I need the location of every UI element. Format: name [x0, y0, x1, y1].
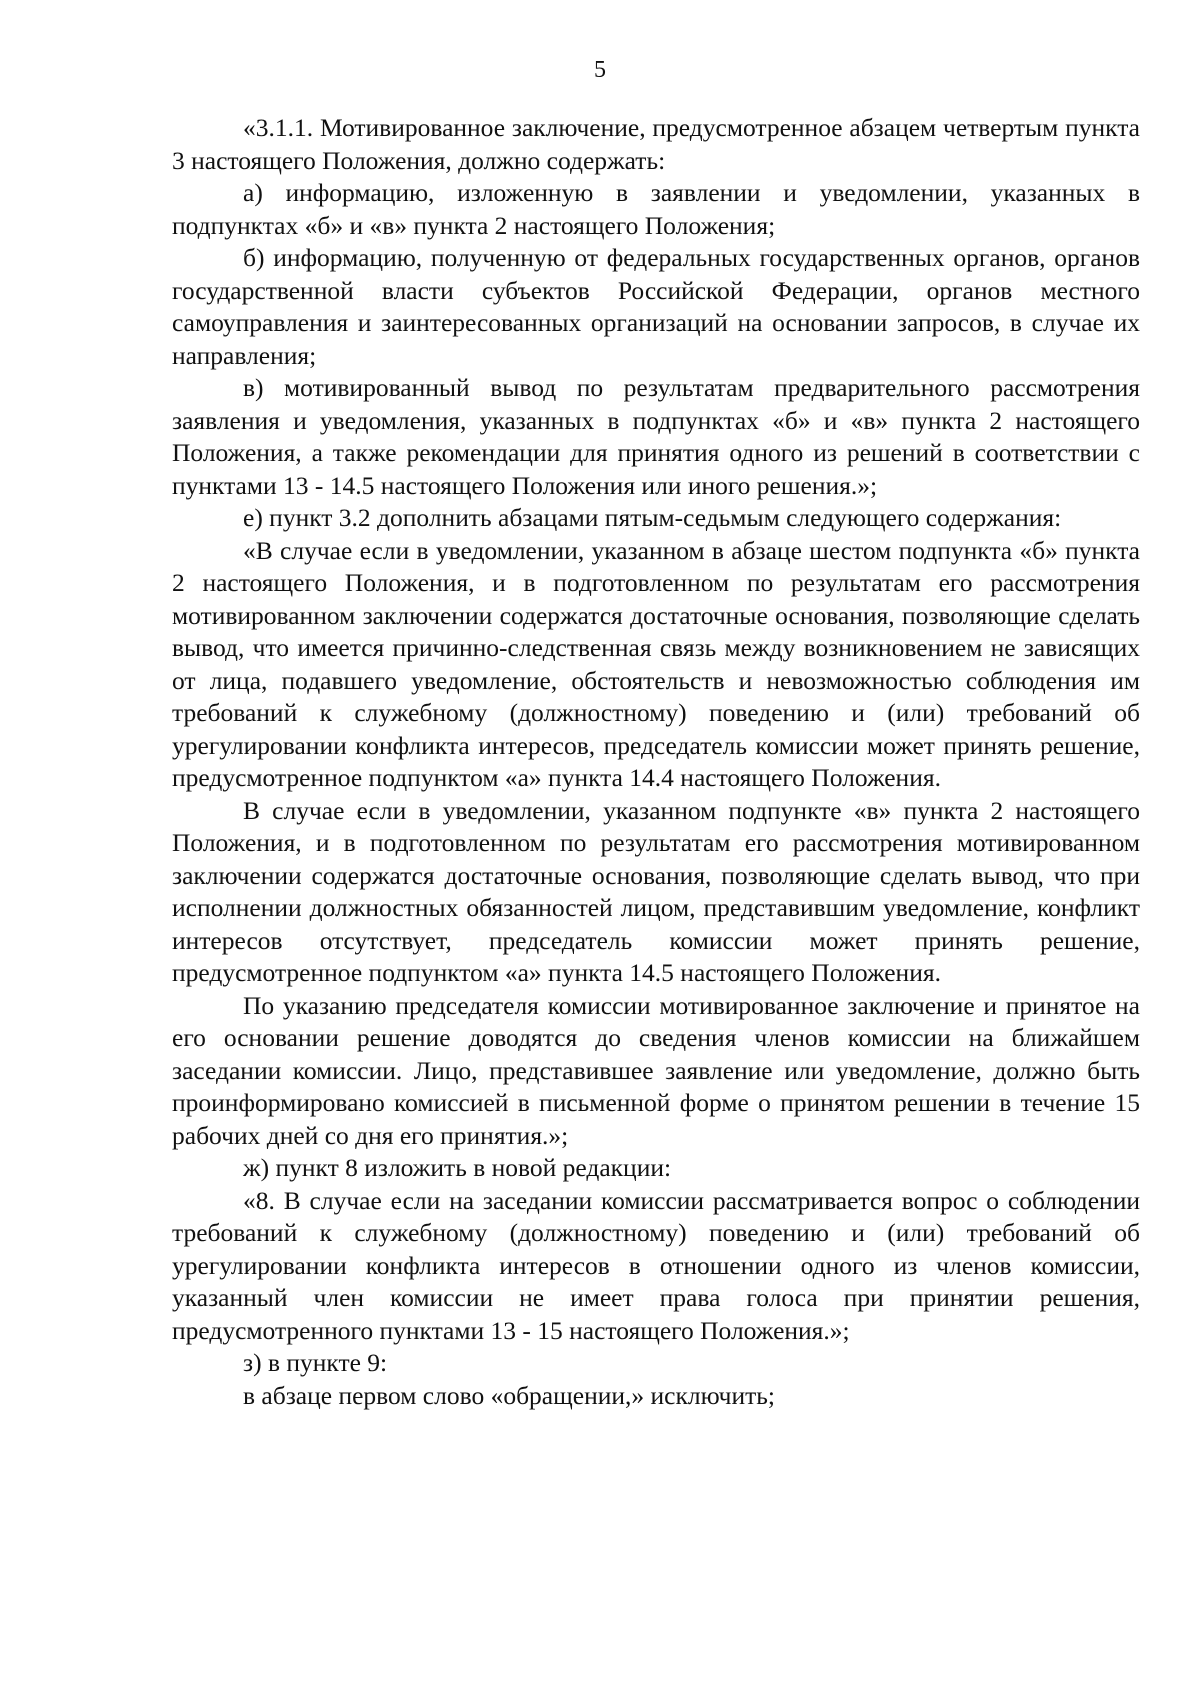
paragraph-chairman-instruction: По указанию председателя комиссии мотивированное заключение и принятое на его основании решение доводятся до сведения членов комиссии на ближайшем заседании комиссии. Лицо, представившее заявление или уведомление, должно быть проинформировано комиссией в письменной форме о принятом решении в течение 15 рабочих дней со дня его принятия.»; — [172, 990, 1140, 1150]
paragraph-quote-notice-b: «В случае если в уведомлении, указанном в абзаце шестом подпункта «б» пункта 2 настоящего Положения, и в подготовленном по результатам его рассмотрения мотивированном заключении содержатся достаточные основания, позволяющие сделать вывод, что имеется причинно-следственная связь между возникновением не зависящих от лица, подавшего уведомление, обстоятельств и невозможностью соблюдения им требований к служебному (должностному) поведению и (или) требований об урегулировании конфликта интересов, председатель комиссии может принять решение, предусмотренное подпунктом «а» пункта 14.4 настоящего Положения. — [172, 535, 1140, 792]
paragraph-item-e: е) пункт 3.2 дополнить абзацами пятым-седьмым следующего содержания: — [243, 503, 1062, 532]
document-body — [172, 112, 1140, 1412]
paragraph-item-zh: ж) пункт 8 изложить в новой редакции: — [243, 1153, 672, 1182]
paragraph-3-1-1: «3.1.1. Мотивированное заключение, предусмотренное абзацем четвертым пункта 3 настоящего Положения, должно содержать: — [172, 113, 1140, 175]
paragraph-quote-notice-v: В случае если в уведомлении, указанном подпункте «в» пункта 2 настоящего Положения, и в подготовленном по результатам его рассмотрения мотивированном заключении содержатся достаточные основания, позволяющие сделать вывод, что при исполнении должностных обязанностей лицом, представившим уведомление, конфликт интересов отсутствует, председатель комиссии может принять решение, предусмотренное подпунктом «а» пункта 14.5 настоящего Положения. — [172, 795, 1140, 987]
paragraph-item-a: а) информацию, изложенную в заявлении и уведомлении, указанных в подпунктах «б» и «в» пункта 2 настоящего Положения; — [172, 178, 1140, 240]
paragraph-item-b: б) информацию, полученную от федеральных государственных органов, органов государственной власти субъектов Российской Федерации, органов местного самоуправления и заинтересованных организаций на основании запросов, в случае их направления; — [172, 243, 1140, 370]
paragraph-point-9-first-abzac: в абзаце первом слово «обращении,» исключить; — [243, 1380, 776, 1410]
paragraph-point-8: «8. В случае если на заседании комиссии рассматривается вопрос о соблюдении требований к служебному (должностному) поведению и (или) требований об урегулировании конфликта интересов в отношении одного из членов комиссии, указанный член комиссии не имеет права голоса при принятии решения, предусмотренного пунктами 13 - 15 настоящего Положения.»; — [172, 1185, 1140, 1345]
paragraph-item-v: в) мотивированный вывод по результатам предварительного рассмотрения заявления и уведомления, указанных в подпунктах «б» и «в» пункта 2 настоящего Положения, а также рекомендации для принятия одного из решений в соответствии с пунктами 13 - 14.5 настоящего Положения или иного решения.»; — [172, 373, 1140, 500]
paragraph-item-z: з) в пункте 9: — [243, 1348, 388, 1377]
page-number: 5 — [594, 57, 606, 83]
